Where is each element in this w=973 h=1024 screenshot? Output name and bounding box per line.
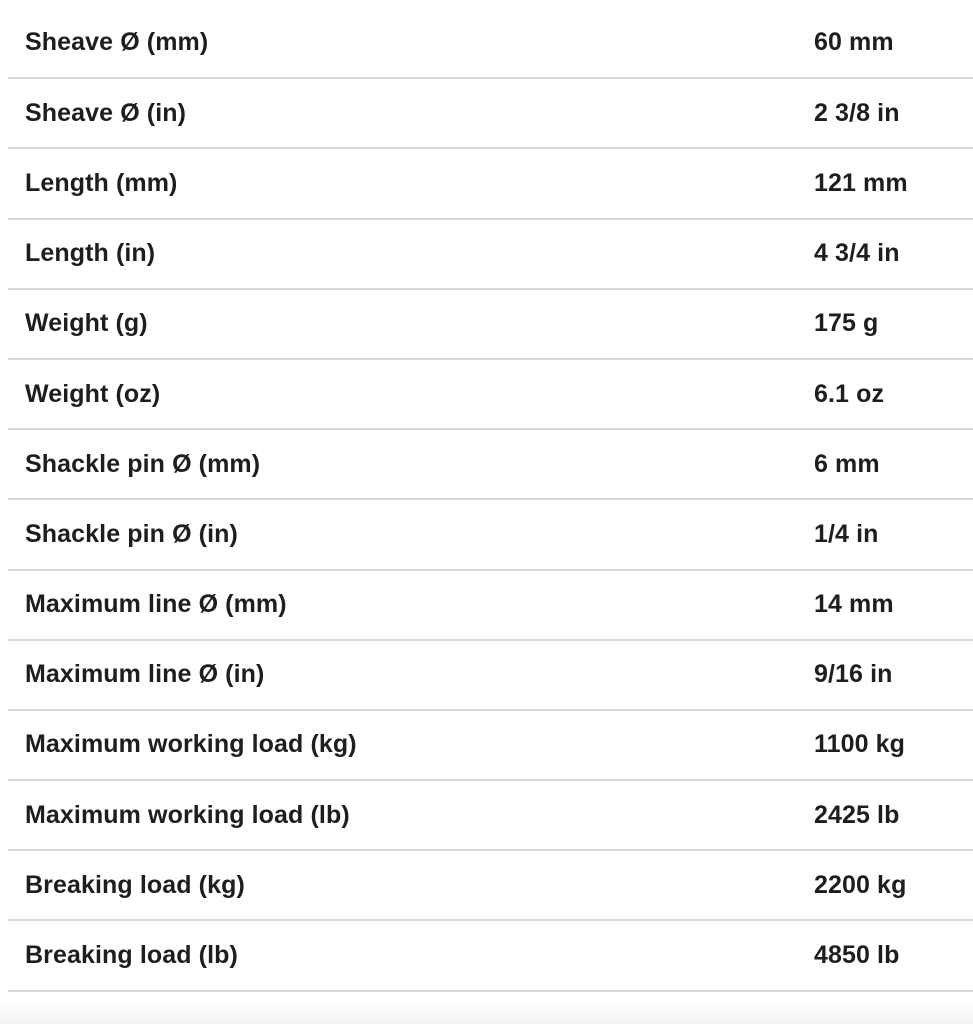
table-row xyxy=(8,780,973,850)
spec-value: 4850 lb xyxy=(814,941,900,970)
spec-label: Weight (g) xyxy=(25,309,148,338)
spec-label: Maximum working load (lb) xyxy=(25,800,350,829)
table-row xyxy=(8,289,973,359)
spec-label: Length (mm) xyxy=(25,168,178,197)
table-row xyxy=(8,359,973,429)
spec-label: Maximum line Ø (mm) xyxy=(25,590,287,619)
table-row xyxy=(8,920,973,990)
spec-label: Breaking load (lb) xyxy=(25,941,238,970)
spec-value: 2200 kg xyxy=(814,870,907,899)
spec-value: 6 mm xyxy=(814,449,880,478)
spec-label: Sheave Ø (mm) xyxy=(25,28,209,57)
spec-value: 121 mm xyxy=(814,168,908,197)
table-row xyxy=(8,499,973,569)
spec-label: Maximum working load (kg) xyxy=(25,730,357,759)
spec-label: Weight (oz) xyxy=(25,379,161,408)
table-row xyxy=(8,850,973,920)
table-row xyxy=(8,570,973,640)
table-row xyxy=(8,710,973,780)
table-row xyxy=(8,8,973,78)
spec-value: 60 mm xyxy=(814,28,894,57)
table-row xyxy=(8,429,973,499)
spec-label: Length (in) xyxy=(25,239,156,268)
spec-value: 4 3/4 in xyxy=(814,239,900,268)
spec-value: 14 mm xyxy=(814,590,894,619)
specifications-table xyxy=(8,8,973,992)
spec-label: Shackle pin Ø (in) xyxy=(25,519,238,548)
table-row xyxy=(8,640,973,710)
spec-value: 2425 lb xyxy=(814,800,900,829)
page-bottom-divider xyxy=(0,1000,973,1024)
table-row xyxy=(8,78,973,148)
spec-value: 1/4 in xyxy=(814,519,879,548)
spec-label: Shackle pin Ø (mm) xyxy=(25,449,261,478)
table-row xyxy=(8,148,973,218)
table-row xyxy=(8,219,973,289)
spec-label: Maximum line Ø (in) xyxy=(25,660,265,689)
spec-value: 175 g xyxy=(814,309,879,338)
spec-label: Sheave Ø (in) xyxy=(25,98,187,127)
spec-value: 6.1 oz xyxy=(814,379,885,408)
spec-label: Breaking load (kg) xyxy=(25,870,245,899)
spec-value: 9/16 in xyxy=(814,660,893,689)
spec-value: 2 3/8 in xyxy=(814,98,900,127)
spec-value: 1100 kg xyxy=(814,730,906,759)
